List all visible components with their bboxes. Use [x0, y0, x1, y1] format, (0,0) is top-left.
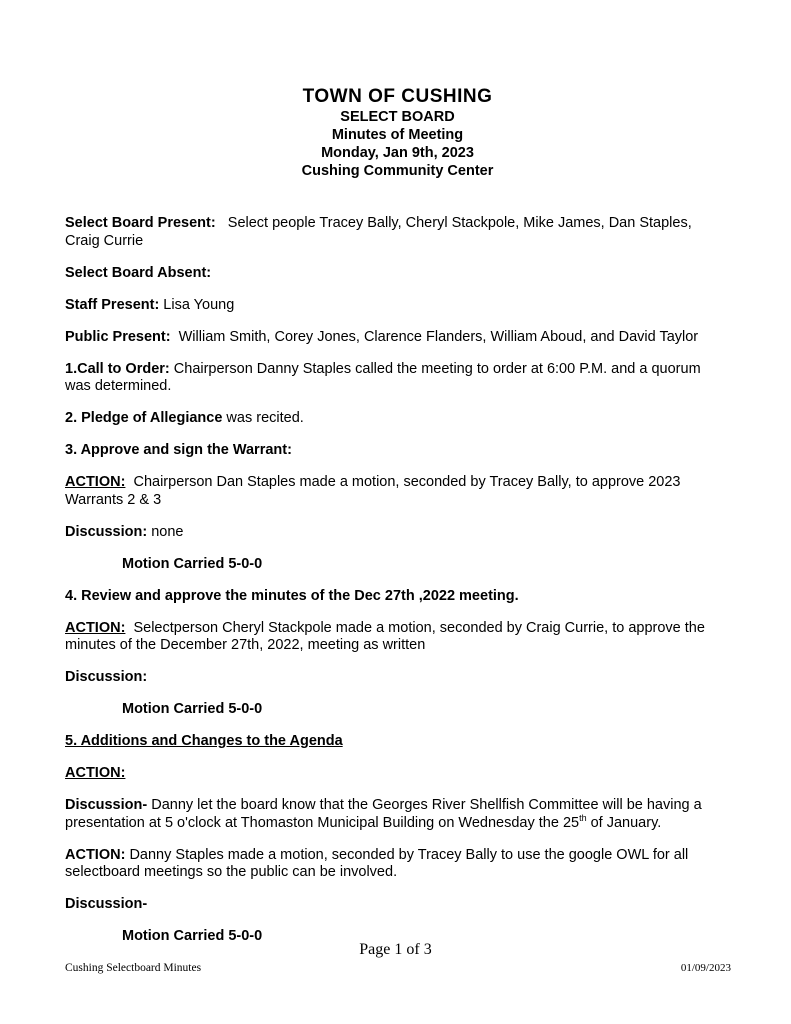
document-subtitle-board: SELECT BOARD — [340, 109, 455, 125]
call-to-order-label: 1.Call to Order: — [65, 360, 170, 377]
select-board-present-paragraph — [65, 215, 730, 250]
minutes-approval-action-paragraph — [65, 620, 730, 655]
owl-action-label: ACTION: — [65, 846, 126, 863]
warrant-heading — [65, 442, 730, 460]
minutes-approval-action-text: Selectperson Cheryl Stackpole made a motion, seconded by Craig Currie, to approve the minutes of the December 27th, 2022, meeting as written — [65, 619, 709, 653]
warrant-discussion-label: Discussion: — [65, 523, 148, 540]
footer-date: 01/09/2023 — [680, 962, 731, 974]
minutes-approval-motion-result — [65, 701, 730, 719]
minutes-approval-discussion-paragraph — [65, 669, 730, 687]
agenda-changes-discussion-text-2: of January. — [586, 814, 662, 831]
warrant-discussion-text: none — [147, 523, 184, 540]
minutes-approval-heading — [65, 588, 730, 606]
staff-present-label: Staff Present: — [65, 296, 160, 313]
call-to-order-paragraph — [65, 361, 730, 396]
select-board-absent-paragraph — [65, 265, 730, 283]
pledge-paragraph — [65, 410, 730, 428]
public-present-paragraph — [65, 329, 730, 347]
footer-document-name: Cushing Selectboard Minutes — [65, 962, 202, 974]
warrant-heading-label: 3. Approve and sign the Warrant: — [65, 442, 292, 458]
pledge-text: was recited. — [222, 410, 304, 426]
document-title: TOWN OF CUSHING — [302, 86, 493, 107]
document-content — [65, 86, 730, 960]
ordinal-superscript: th — [579, 812, 587, 823]
public-present-names: William Smith, Corey Jones, Clarence Flanders, William Aboud, and David Taylor — [170, 328, 699, 345]
agenda-changes-discussion-label: Discussion- — [65, 797, 148, 813]
page-number: Page 1 of 3 — [359, 941, 432, 958]
document-subtitle-location: Cushing Community Center — [301, 163, 494, 179]
minutes-approval-motion-text: Motion Carried 5-0-0 — [122, 701, 263, 717]
document-subtitle-date: Monday, Jan 9th, 2023 — [321, 145, 474, 161]
document-subtitle-type: Minutes of Meeting — [331, 127, 464, 143]
agenda-changes-heading — [65, 733, 730, 751]
warrant-action-paragraph — [65, 474, 730, 509]
agenda-changes-action-label: ACTION: — [65, 765, 126, 781]
warrant-action-label: ACTION: — [65, 474, 126, 490]
warrant-motion-result — [65, 556, 730, 574]
select-board-present-names: Select people Tracey Bally, Cheryl Stackpole, Mike James, Dan Staples, Craig Currie — [65, 215, 696, 249]
owl-action-text: Danny Staples made a motion, seconded by Tracey Bally to use the google OWL for all selectboard meetings so the public can be involved. — [65, 846, 693, 880]
select-board-present-label: Select Board Present: — [65, 215, 216, 231]
owl-discussion-paragraph — [65, 896, 730, 914]
warrant-motion-text: Motion Carried 5-0-0 — [122, 555, 263, 572]
minutes-approval-heading-label: 4. Review and approve the minutes of the Dec 27th ,2022 meeting. — [65, 587, 519, 604]
pledge-label: 2. Pledge of Allegiance — [65, 410, 223, 426]
minutes-approval-discussion-label: Discussion: — [65, 669, 148, 685]
staff-present-names: Lisa Young — [159, 296, 235, 313]
agenda-changes-discussion-paragraph — [65, 797, 730, 832]
owl-discussion-label: Discussion- — [65, 896, 148, 912]
call-to-order-text: Chairperson Danny Staples called the meeting to order at 6:00 P.M. and a quorum was determined. — [65, 360, 705, 394]
document-header — [65, 86, 730, 180]
agenda-changes-discussion-text-1: Danny let the board know that the Georges River Shellfish Committee will be having a presentation at 5 o'clock at Thomaston Municipal Building on Wednesday the 25 — [65, 797, 706, 831]
select-board-absent-label: Select Board Absent: — [65, 264, 212, 281]
public-present-label: Public Present: — [65, 328, 171, 345]
agenda-changes-heading-label: 5. Additions and Changes to the Agenda — [65, 733, 343, 749]
staff-present-paragraph — [65, 297, 730, 315]
warrant-action-text: Chairperson Dan Staples made a motion, seconded by Tracey Bally, to approve 2023 Warrants 2 & 3 — [65, 474, 685, 508]
warrant-discussion-paragraph — [65, 524, 730, 542]
minutes-approval-action-label: ACTION: — [65, 619, 126, 636]
agenda-changes-action-paragraph — [65, 765, 730, 783]
owl-action-paragraph — [65, 847, 730, 882]
agenda-changes-motion-text: Motion Carried 5-0-0 — [122, 928, 263, 944]
